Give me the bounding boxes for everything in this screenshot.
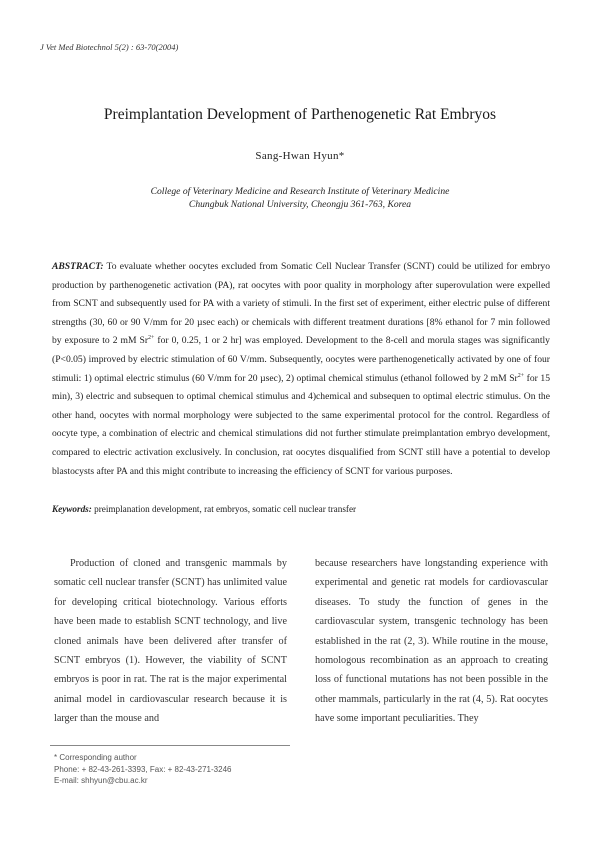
- affiliation-line-2: Chungbuk National University, Cheongju 361-763, Korea: [188, 199, 412, 210]
- footnotes: [54, 752, 231, 787]
- abstract-superscript-1: 2+: [148, 335, 155, 342]
- body-column-right: because researchers have longstanding experience with experimental and genetic rat models for cardiovascular diseases. To study the function of genes in the cardiovascular system, transgenic technology has been established in the rat (2, 3). While routine in the mouse, homologous recombination as an approach to creating loss of functional mutations has not been possible in the other mammals, particularly in the rat (4, 5). Rat oocytes have some important peculiarities. They: [315, 558, 548, 725]
- keywords-text: preimplanation development, rat embryos, somatic cell nuclear transfer: [91, 504, 357, 514]
- footnote-divider: [50, 745, 290, 746]
- abstract-text-3: for 15 min), 3) electric and subsequen to optimal chemical stimulus and 4)chemical and subsequen to optimal electric stimulus. On the other hand, oocytes with normal morphology were subjected to the same experimental protocol for the control. Regardless of oocyte type, a combination of electric and chemical stimulations did not further stimulate preimplantation embryo development, compared to electric activation exclusively. In conclusion, rat oocytes disqualified from SCNT still have a potential to develop blastocysts after PA and this might contribute to increasing the efficiency of SCNT for various purposes.: [52, 372, 550, 477]
- paper-title: Preimplantation Development of Parthenogenetic Rat Embryos: [103, 106, 497, 123]
- abstract-text-2: for 0, 0.25, 1 or 2 hr] was employed. Development to the 8-cell and morula stages was significantly (P<0.05) improved by electric stimulation of 60 V/mm. Subsequently, oocytes were parthenogenetically activated by one of four stimuli: 1) optimal electric stimulus (60 V/mm for 20 µsec), 2) optimal chemical stimulus (ethanol followed by 2 mM Sr: [52, 335, 550, 384]
- footnote-phone-fax: Phone: + 82-43-261-3393, Fax: + 82-43-271-3246: [54, 764, 232, 774]
- abstract-text-1: To evaluate whether oocytes excluded from Somatic Cell Nuclear Transfer (SCNT) could be utilized for embryo production by parthenogenetic activation (PA), rat oocytes with poor quality in morphology after superovulation were expelled from SCNT and subsequently used for PA with a variety of stimuli. In the first set of experiment, either electric pulse of different strengths (30, 60 or 90 V/mm for 20 µsec each) or chemicals with different treatment durations [8% ethanol for 7 min followed by exposure to 2 mM Sr: [52, 261, 550, 347]
- author-name: Sang-Hwan Hyun*: [255, 150, 345, 162]
- journal-reference: J Vet Med Biotechnol 5(2) : 63-70(2004): [40, 42, 179, 52]
- affiliation-line-1: College of Veterinary Medicine and Research Institute of Veterinary Medicine: [150, 186, 450, 197]
- keywords: [52, 504, 550, 514]
- keywords-label: Keywords:: [52, 504, 92, 514]
- affiliation: [0, 185, 600, 211]
- abstract-superscript-2: 2+: [517, 372, 525, 379]
- abstract-label: ABSTRACT:: [52, 261, 104, 272]
- body-column-left: Production of cloned and transgenic mammals by somatic cell nuclear transfer (SCNT) has unlimited value for developing critical biotechnology. Various efforts have been made to establish SCNT technology, and live cloned animals have been delivered after transfer of SCNT embryos (1). However, the viability of SCNT embryos is poor in rat. The rat is the major experimental animal model in cardiovascular research because it is larger than the mouse and: [54, 558, 287, 725]
- abstract: [52, 258, 550, 481]
- footnote-email: E-mail: shhyun@cbu.ac.kr: [54, 776, 148, 786]
- footnote-corresponding-author: * Corresponding author: [54, 753, 137, 762]
